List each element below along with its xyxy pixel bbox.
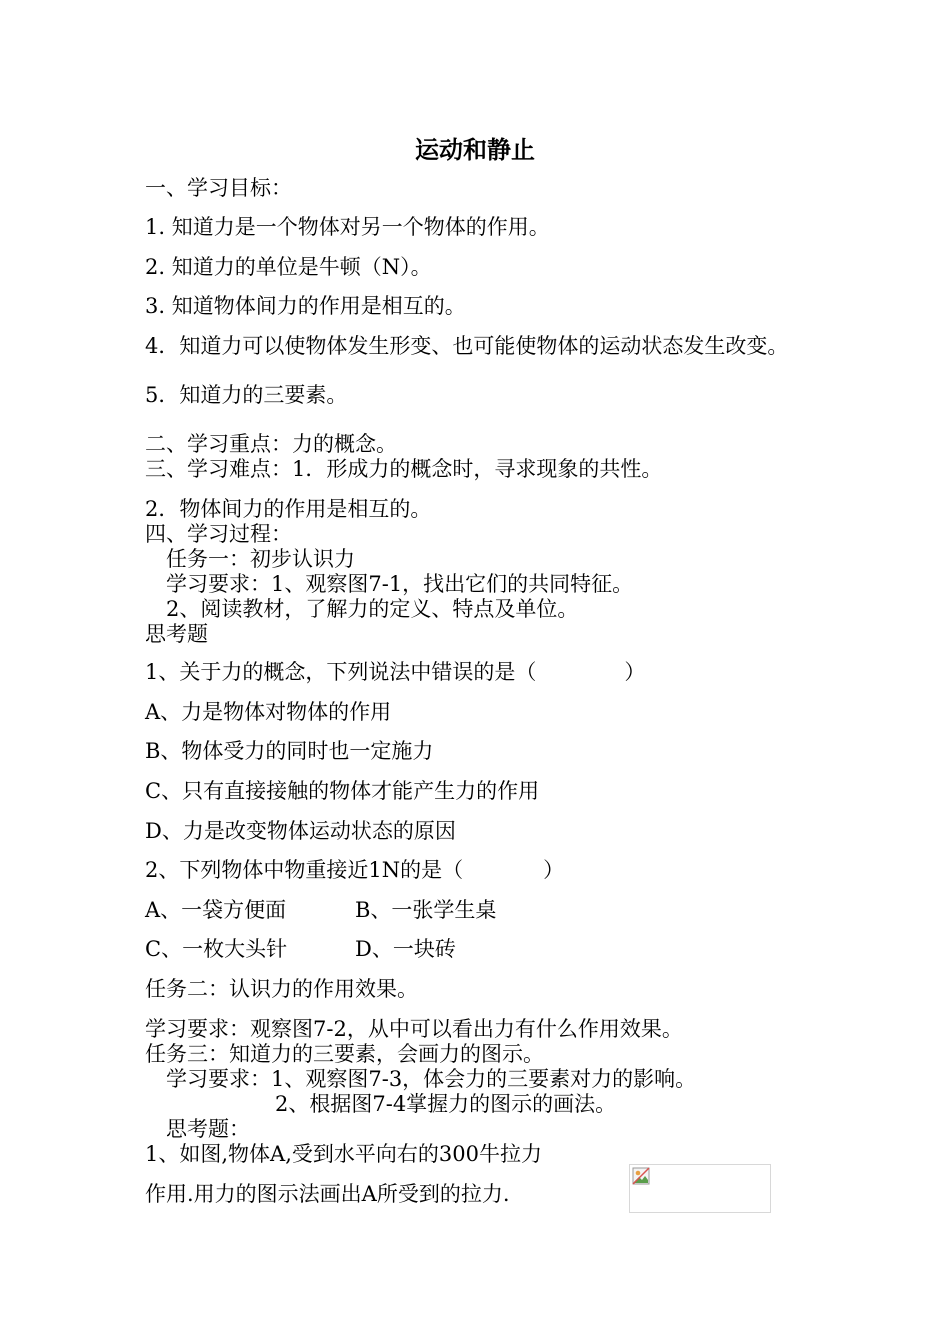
question-1 xyxy=(145,659,645,685)
task3-question-1-line-2: 作用.用力的图示法画出A所受到的拉力. xyxy=(145,1182,510,1206)
task2-requirement: 学习要求：观察图7-2，从中可以看出力有什么作用效果。 xyxy=(145,1017,683,1041)
task3-title: 任务三：知道力的三要素，会画力的图示。 xyxy=(145,1042,544,1066)
objective-item-3: 3. 知道物体间力的作用是相互的。 xyxy=(145,294,466,318)
q2-option-c: C、一枚大头针 xyxy=(145,937,288,961)
task1-requirement-2: 2、阅读教材，了解力的定义、特点及单位。 xyxy=(166,597,579,621)
difficulties-line-1: 三、学习难点：1．形成力的概念时，寻求现象的共性。 xyxy=(145,457,663,481)
objective-item-5: 5．知道力的三要素。 xyxy=(145,383,348,407)
q2-option-a: A、一袋方便面 xyxy=(145,898,287,922)
q2-options-row-2 xyxy=(145,936,456,962)
process-heading: 四、学习过程： xyxy=(145,522,292,546)
task3-requirement-1: 学习要求：1、观察图7-3，体会力的三要素对力的影响。 xyxy=(166,1067,697,1091)
figure-placeholder xyxy=(629,1164,771,1213)
task3-requirement-2: 2、根据图7-4掌握力的图示的画法。 xyxy=(275,1092,617,1116)
broken-image-icon xyxy=(632,1167,650,1185)
question-2-stem: 2、下列物体中物重接近1N的是（ xyxy=(145,858,464,882)
q2-option-d: D、一块砖 xyxy=(355,937,456,961)
q2-option-b: B、一张学生桌 xyxy=(355,898,497,922)
key-points: 二、学习重点：力的概念。 xyxy=(145,432,397,456)
q1-option-c: C、只有直接接触的物体才能产生力的作用 xyxy=(145,779,540,803)
task2-title: 任务二：认识力的作用效果。 xyxy=(145,977,418,1001)
task3-question-1-line-1: 1、如图,物体A,受到水平向右的300牛拉力 xyxy=(145,1142,542,1166)
question-2-stem-end: ） xyxy=(543,858,565,882)
q1-option-a: A、力是物体对物体的作用 xyxy=(145,700,392,724)
objective-item-2: 2. 知道力的单位是牛顿（N）。 xyxy=(145,255,432,279)
objectives-heading: 一、学习目标： xyxy=(145,176,292,200)
q2-options-row-1 xyxy=(145,897,497,923)
question-1-stem-end: ） xyxy=(624,660,646,684)
question-2 xyxy=(145,857,564,883)
think-heading: 思考题 xyxy=(145,622,208,646)
q1-option-b: B、物体受力的同时也一定施力 xyxy=(145,739,434,763)
difficulties-line-2: 2．物体间力的作用是相互的。 xyxy=(145,497,432,521)
task1-title: 任务一：初步认识力 xyxy=(166,547,355,571)
page-title: 运动和静止 xyxy=(415,135,535,164)
question-1-stem: 1、关于力的概念，下列说法中错误的是（ xyxy=(145,660,537,684)
objective-item-4: 4．知道力可以使物体发生形变、也可能使物体的运动状态发生改变。 xyxy=(145,334,789,358)
q1-option-d: D、力是改变物体运动状态的原因 xyxy=(145,819,456,843)
task1-requirement-1: 学习要求：1、观察图7-1，找出它们的共同特征。 xyxy=(166,572,634,596)
objective-item-1: 1. 知道力是一个物体对另一个物体的作用。 xyxy=(145,215,550,239)
task3-think-heading: 思考题： xyxy=(166,1117,250,1141)
